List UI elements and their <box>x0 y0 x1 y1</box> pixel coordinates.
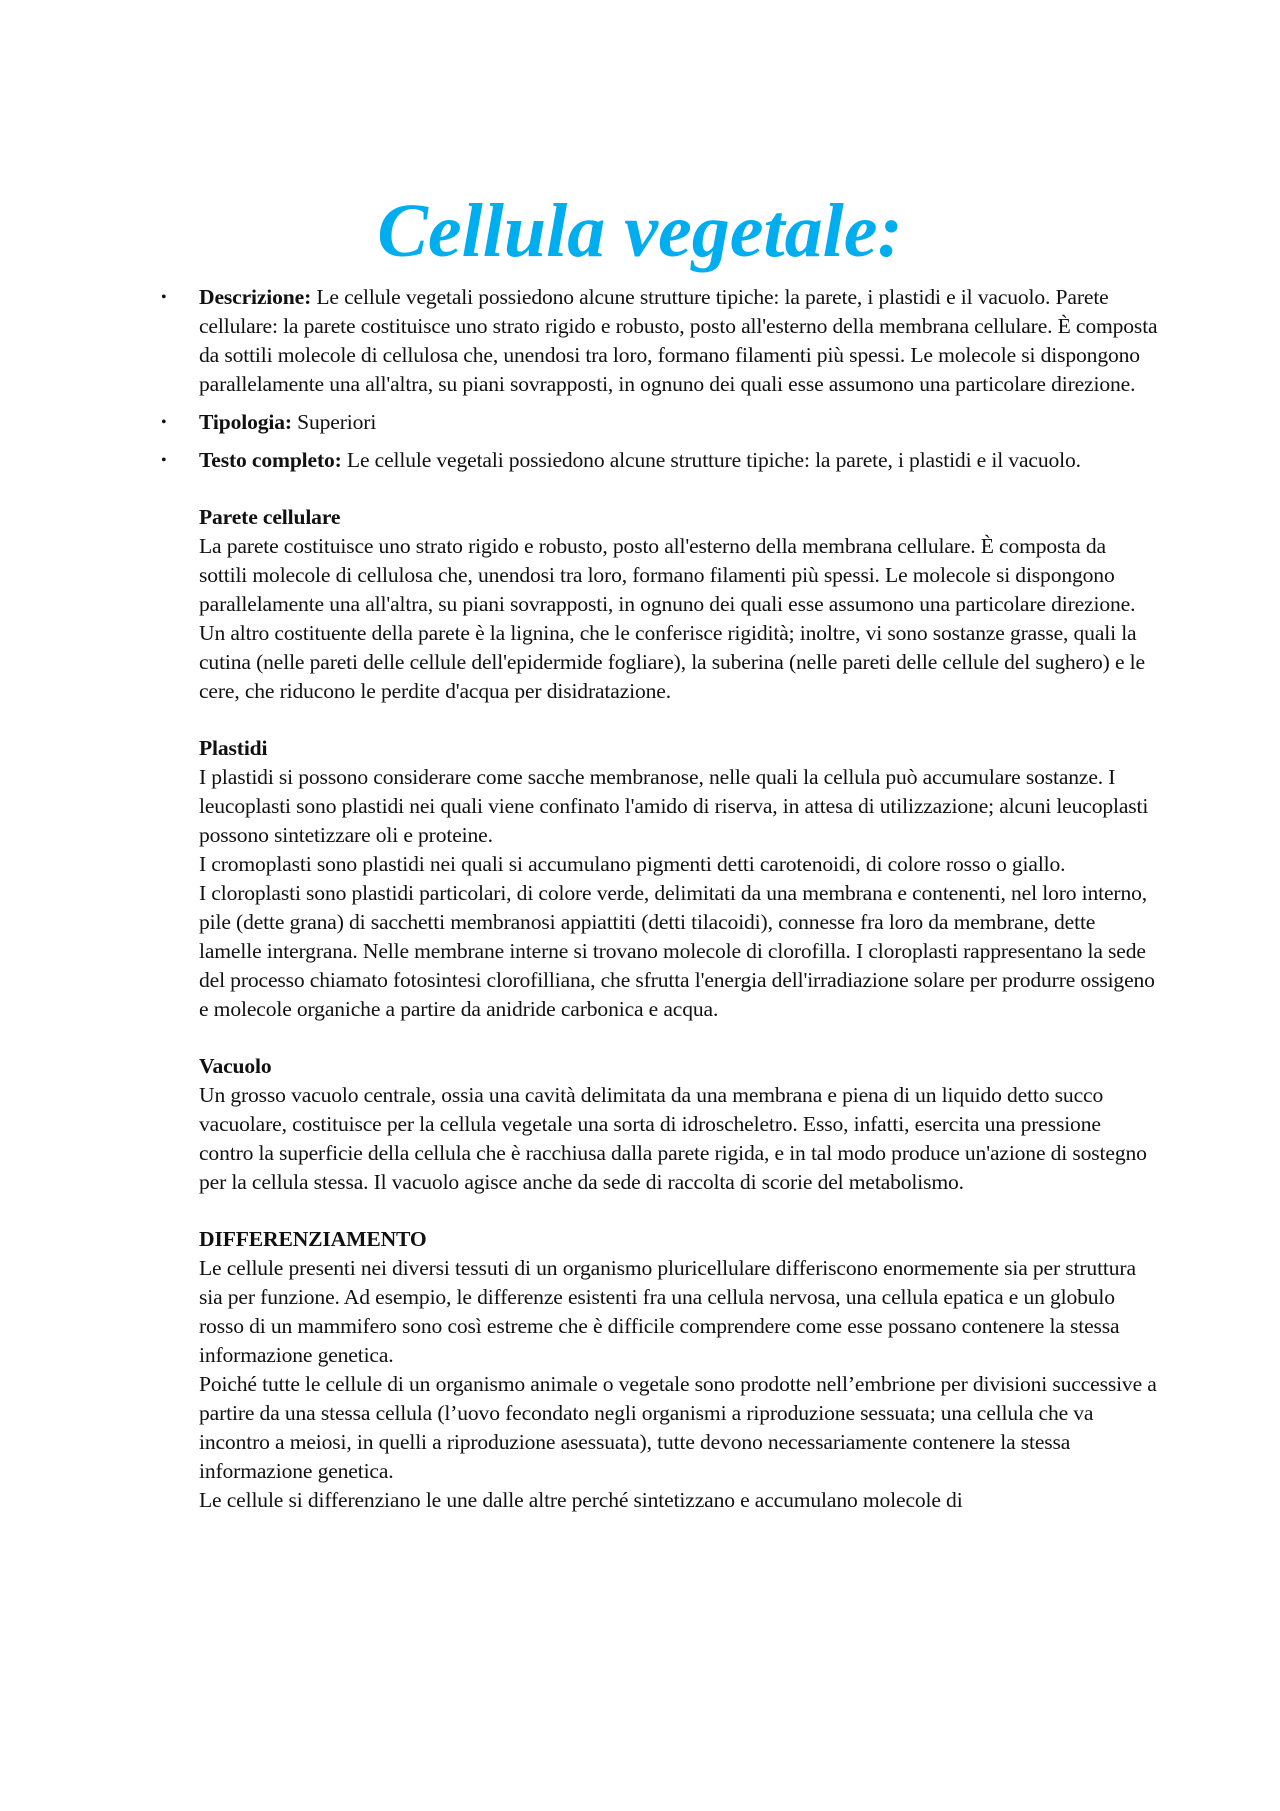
paragraph: La parete costituisce uno strato rigido e robusto, posto all'esterno della membrana cellulare. È composta da sottili molecole di cellulosa che, unendosi tra loro, formano filamenti più spessi. Le molecole si dispongono parallelamente una all'altra, su piani sovrapposti, in ognuno dei quali esse assumono una particolare direzione. Un altro costituente della parete è la lignina, che le conferisce rigidità; inoltre, vi sono sostanze grasse, quali la cutina (nelle pareti delle cellule dell'epidermide fogliare), la suberina (nelle pareti delle cellule del sughero) e le cere, che riducono le perdite d'acqua per disidratazione. <box>199 534 1145 703</box>
paragraph: Poiché tutte le cellule di un organismo animale o vegetale sono prodotte nell’embrione per divisioni successive a partire da una stessa cellula (l’uovo fecondato negli organismi a riproduzione sessuata; una cellula che va incontro a meiosi, in quelli a riproduzione asessuata), tutte devono necessariamente contenere la stessa informazione genetica. <box>199 1372 1157 1483</box>
bullet-text: Superiori <box>291 410 377 434</box>
bullet-testo-completo <box>161 446 1159 1515</box>
section-heading: Parete cellulare <box>199 505 341 529</box>
bullet-label: Tipologia: <box>199 410 292 434</box>
bullet-icon: • <box>161 414 167 431</box>
paragraph: I cromoplasti sono plastidi nei quali si accumulano pigmenti detti carotenoidi, di colore rosso o giallo. <box>199 852 1066 876</box>
bullet-descrizione <box>161 283 1159 399</box>
section-heading: Plastidi <box>199 736 268 760</box>
paragraph: Un grosso vacuolo centrale, ossia una cavità delimitata da una membrana e piena di un liquido detto succo vacuolare, costituisce per la cellula vegetale una sorta di idroscheletro. Esso, infatti, esercita una pressione contro la superficie della cellula che è racchiusa dalla parete rigida, e in tal modo produce un'azione di sostegno per la cellula stessa. Il vacuolo agisce anche da sede di raccolta di scorie del metabolismo. <box>199 1083 1147 1194</box>
bullet-text: Le cellule vegetali possiedono alcune strutture tipiche: la parete, i plastidi e il vacuolo. Parete cellulare: la parete costituisce uno strato rigido e robusto, posto all'esterno della membrana cellulare. È composta da sottili molecole di cellulosa che, unendosi tra loro, formano filamenti più spessi. Le molecole si dispongono parallelamente una all'altra, su piani sovrapposti, in ognuno dei quali esse assumono una particolare direzione. <box>199 285 1158 396</box>
bullet-label: Descrizione: <box>199 285 312 309</box>
bullet-icon: • <box>161 452 167 469</box>
section-vacuolo <box>199 1052 1159 1197</box>
bullet-label: Testo completo: <box>199 448 342 472</box>
page-title: Cellula vegetale: <box>377 189 903 273</box>
section-parete-cellulare <box>199 503 1159 706</box>
bullet-text: Le cellule vegetali possiedono alcune strutture tipiche: la parete, i plastidi e il vacuolo. <box>341 448 1081 472</box>
paragraph: Le cellule presenti nei diversi tessuti di un organismo pluricellulare differiscono enormemente sia per struttura sia per funzione. Ad esempio, le differenze esistenti fra una cellula nervosa, una cellula epatica e un globulo rosso di un mammifero sono così estreme che è difficile comprendere come esse possano contenere la stessa informazione genetica. <box>199 1256 1136 1367</box>
bullet-list <box>161 283 1159 1515</box>
section-heading: Vacuolo <box>199 1054 272 1078</box>
section-plastidi <box>199 734 1159 1024</box>
paragraph: I plastidi si possono considerare come sacche membranose, nelle quali la cellula può accumulare sostanze. I leucoplasti sono plastidi nei quali viene confinato l'amido di riserva, in attesa di utilizzazione; alcuni leucoplasti possono sintetizzare oli e proteine. <box>199 765 1149 847</box>
section-differenziamento <box>199 1225 1159 1515</box>
bullet-icon: • <box>161 289 167 306</box>
section-heading: DIFFERENZIAMENTO <box>199 1227 427 1251</box>
paragraph: Le cellule si differenziano le une dalle altre perché sintetizzano e accumulano molecole di <box>199 1488 963 1512</box>
bullet-tipologia <box>161 408 1159 437</box>
paragraph: I cloroplasti sono plastidi particolari, di colore verde, delimitati da una membrana e contenenti, nel loro interno, pile (dette grana) di sacchetti membranosi appiattiti (detti tilacoidi), connesse fra loro da membrane, dette lamelle intergrana. Nelle membrane interne si trovano molecole di clorofilla. I cloroplasti rappresentano la sede del processo chiamato fotosintesi clorofilliana, che sfrutta l'energia dell'irradiazione solare per produrre ossigeno e molecole organiche a partire da anidride carbonica e acqua. <box>199 881 1155 1021</box>
document-body <box>161 283 1159 1524</box>
